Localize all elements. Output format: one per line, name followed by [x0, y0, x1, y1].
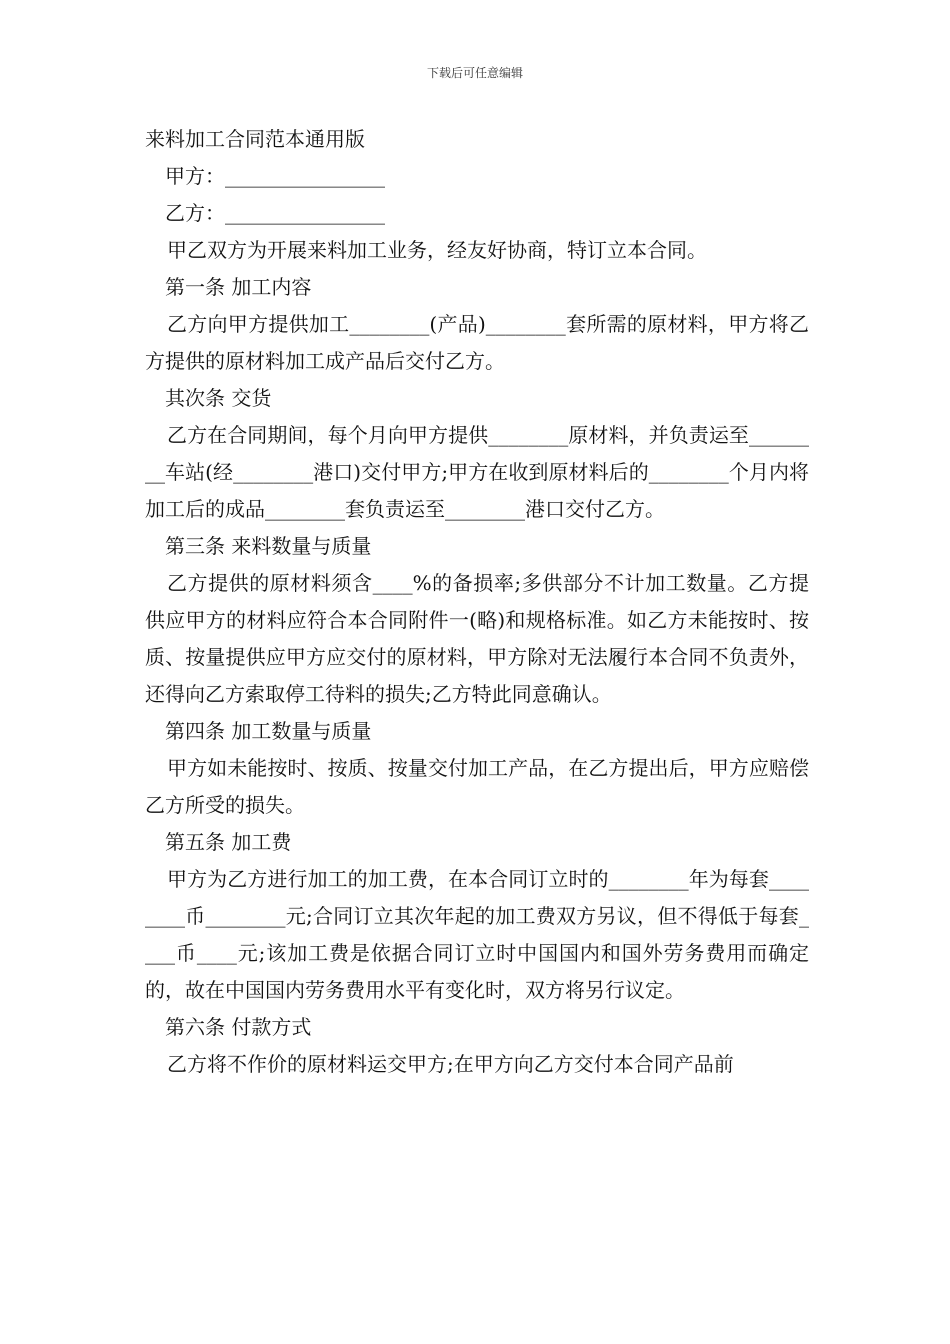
article-3-heading: 第三条 来料数量与质量 — [165, 534, 372, 558]
article-1-heading: 第一条 加工内容 — [165, 275, 312, 299]
article-6-heading: 第六条 付款方式 — [165, 1015, 312, 1039]
party-b-line: 乙方：________________ — [165, 201, 385, 225]
article-1-body: 乙方向甲方提供加工________(产品)________套所需的原材料，甲方将乙方提供的原材料加工成产品后交付乙方。 — [145, 312, 809, 373]
article-2-heading: 其次条 交货 — [165, 386, 272, 410]
article-2-body: 乙方在合同期间，每个月向甲方提供________原材料，并负责运至________车站(经________港口)交付甲方;甲方在收到原材料后的________个月内将加工后的成品________套负责运至________港口交付乙方。 — [145, 423, 809, 521]
article-5-body: 甲方为乙方进行加工的加工费，在本合同订立时的________年为每套________币________元;合同订立其次年起的加工费双方另议，但不得低于每套____币____元;该加工费是依据合同订立时中国国内和国外劳务费用而确定的，故在中国国内劳务费用水平有变化时，双方将另行议定。 — [145, 867, 809, 1002]
article-4-heading: 第四条 加工数量与质量 — [165, 719, 372, 743]
contract-document — [145, 121, 809, 1083]
article-5-heading: 第五条 加工费 — [165, 830, 292, 854]
article-4-body: 甲方如未能按时、按质、按量交付加工产品，在乙方提出后，甲方应赔偿乙方所受的损失。 — [145, 756, 809, 817]
download-note: 下载后可任意编辑 — [426, 66, 523, 80]
article-3-body: 乙方提供的原材料须含____%的备损率;多供部分不计加工数量。乙方提供应甲方的材料应符合本合同附件一(略)和规格标准。如乙方未能按时、按质、按量提供应甲方应交付的原材料，甲方除对无法履行本合同不负责外，还得向乙方索取停工待料的损失;乙方特此同意确认。 — [145, 571, 809, 706]
article-6-body: 乙方将不作价的原材料运交甲方;在甲方向乙方交付本合同产品前 — [167, 1052, 734, 1076]
preamble-paragraph: 甲乙双方为开展来料加工业务，经友好协商，特订立本合同。 — [167, 238, 707, 262]
party-a-line: 甲方：________________ — [165, 164, 385, 188]
document-title: 来料加工合同范本通用版 — [145, 127, 365, 151]
